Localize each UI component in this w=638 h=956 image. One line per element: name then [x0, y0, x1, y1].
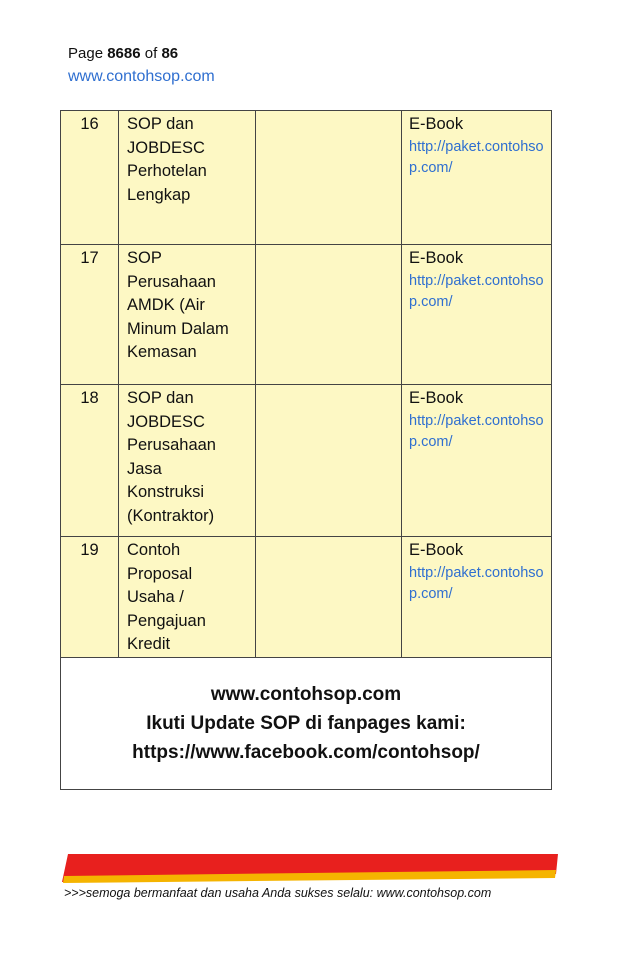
row-title-line: Perusahaan: [127, 272, 216, 291]
row-empty-cell: [256, 385, 402, 537]
row-title: [119, 111, 256, 245]
row-number: 18: [61, 385, 119, 537]
row-number: 19: [61, 537, 119, 658]
banner-facebook[interactable]: https://www.facebook.com/contohsop/: [132, 741, 480, 763]
row-title-line: Usaha /: [127, 588, 184, 606]
page-header: [68, 44, 215, 88]
row-format: [402, 537, 552, 658]
page-number: Page 8686 of 86: [68, 45, 179, 62]
row-empty-cell: [256, 245, 402, 385]
row-format-label: E-Book: [409, 115, 464, 133]
product-table: [60, 110, 552, 790]
table-row: [61, 111, 552, 245]
row-title-line: Minum Dalam: [127, 319, 229, 338]
banner-site[interactable]: www.contohsop.com: [210, 683, 402, 705]
footer-text: >>>semoga bermanfaat dan usaha Anda sukses selalu: www.contohsop.com: [64, 886, 492, 900]
row-title-line: AMDK (Air: [127, 296, 205, 314]
row-title-line: SOP dan: [127, 115, 194, 133]
row-link[interactable]: http://paket.contohsop.com/: [409, 412, 544, 450]
row-title-line: SOP: [127, 249, 162, 267]
table-row: [61, 385, 552, 537]
row-title-line: Contoh: [127, 541, 181, 559]
banner-row: [61, 657, 552, 789]
table-row: [61, 245, 552, 385]
row-format: [402, 245, 552, 385]
footer-swoosh: [60, 852, 560, 884]
row-number: 16: [61, 111, 119, 245]
row-title-line: Proposal: [127, 564, 193, 583]
row-link[interactable]: http://paket.contohsop.com/: [409, 564, 544, 602]
row-title-line: (Kontraktor): [127, 506, 215, 525]
row-link[interactable]: http://paket.contohsop.com/: [409, 272, 544, 310]
row-format: [402, 385, 552, 537]
row-title: [119, 245, 256, 385]
row-format-label: E-Book: [409, 389, 464, 407]
row-empty-cell: [256, 111, 402, 245]
row-title-line: Konstruksi: [127, 483, 205, 501]
banner-cell: [61, 657, 552, 789]
row-title-line: SOP dan: [127, 389, 194, 407]
row-title-line: JOBDESC: [127, 412, 205, 431]
site-url[interactable]: www.contohsop.com: [68, 68, 215, 85]
row-title-line: JOBDESC: [127, 138, 205, 157]
row-format-label: E-Book: [409, 541, 464, 559]
row-link[interactable]: http://paket.contohsop.com/: [409, 138, 544, 176]
row-title-line: Jasa: [127, 459, 162, 478]
banner-follow: Ikuti Update SOP di fanpages kami:: [146, 712, 466, 734]
row-format-label: E-Book: [409, 249, 464, 267]
row-title-line: Perhotelan: [127, 162, 207, 180]
row-title-line: Kemasan: [127, 343, 197, 361]
row-title-line: Perusahaan: [127, 436, 216, 454]
row-title-line: Pengajuan: [127, 611, 206, 630]
row-title-line: Kredit: [127, 635, 171, 653]
row-format: [402, 111, 552, 245]
row-number: 17: [61, 245, 119, 385]
row-title-line: Lengkap: [127, 185, 191, 204]
row-title: [119, 385, 256, 537]
table-row: [61, 537, 552, 658]
row-empty-cell: [256, 537, 402, 658]
row-title: [119, 537, 256, 658]
